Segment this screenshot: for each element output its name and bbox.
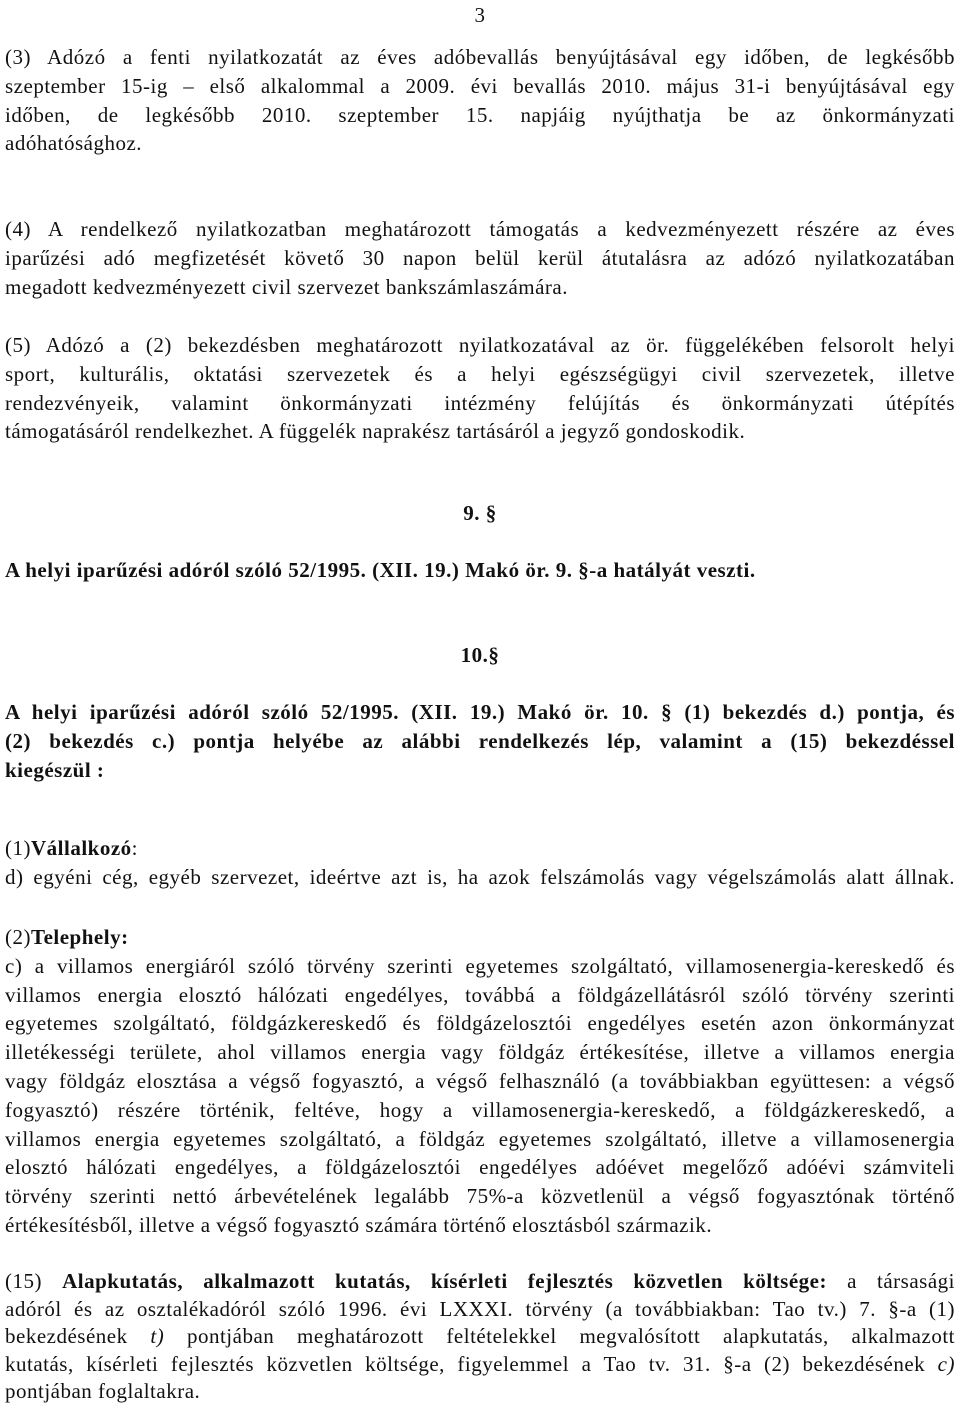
text-run: villamos energia egyetemes szolgáltató, a földgáz egyetemes szolgáltató, illetve a villamosenergia <box>5 1126 955 1151</box>
bold-text: Alapkutatás, alkalmazott kutatás, kísérleti fejlesztés közvetlen költsége: <box>62 1269 827 1293</box>
text-line <box>5 244 955 273</box>
text-run: bekezdésének <box>5 1324 151 1348</box>
section-9-heading: 9. § <box>463 501 497 525</box>
text-run: támogatásáról rendelkezhet. A függelék naprakész tartásáról a jegyző gondoskodik. <box>5 419 746 444</box>
text-run: c) a villamos energiáról szóló törvény szerinti egyetemes szolgáltató, villamosenergia-kereskedő és <box>5 953 955 978</box>
italic-text: c) <box>937 1351 955 1376</box>
text-run: időben, de legkésőbb 2010. szeptember 15. napjáig nyújthatja be az önkormányzati <box>5 102 955 127</box>
text-line <box>5 556 955 585</box>
text-run: fogyasztó) részére történik, feltéve, hogy a villamosenergia-kereskedő, a földgázkereskedő, a <box>5 1097 955 1122</box>
text-line <box>5 756 955 785</box>
text-line <box>5 1268 955 1296</box>
text-line <box>5 1323 955 1351</box>
text-run: értékesítésből, illetve a végső fogyasztó számára történő elosztásból származik. <box>5 1212 713 1237</box>
text-run: a társasági <box>826 1269 955 1293</box>
text-run: (3) Adózó a fenti nyilatkozatát az éves adóbevallás benyújtásával egy időben, de legkésőbb <box>5 45 955 69</box>
italic-text: t) <box>150 1324 165 1348</box>
text-run: egyetemes szolgáltató, földgázkereskedő és földgázelosztói engedélyes esetén azon önkormányzat <box>5 1011 955 1036</box>
text-line <box>5 834 955 863</box>
text-run: iparűzési adó megfizetését követő 30 napon belül kerül átutalásra az adózó nyilatkozatában <box>5 245 955 270</box>
text-line <box>5 1211 955 1240</box>
text-line <box>5 1125 955 1154</box>
text-line <box>5 101 955 130</box>
definition-telephely <box>5 923 955 1240</box>
paragraph-3 <box>5 43 955 158</box>
text-run: rendezvényeik, valamint önkormányzati intézmény felújítás és önkormányzati útépítés <box>5 390 955 415</box>
bold-text: Telephely: <box>31 925 129 949</box>
text-line <box>5 389 955 418</box>
text-line <box>5 1009 955 1038</box>
text-run: (5) Adózó a (2) bekezdésben meghatározott nyilatkozatával az ör. függelékében felsorolt helyi <box>5 333 955 357</box>
text-line <box>5 129 955 158</box>
bold-text: (2) bekezdés c.) pontja helyébe az alábbi rendelkezés lép, valamint a (15) bekezdéssel <box>5 728 955 753</box>
text-line <box>5 923 955 952</box>
text-line <box>5 1067 955 1096</box>
text-line <box>5 952 955 981</box>
text-run: törvény szerinti nettó árbevételének legalább 75%-a közvetlenül a végső fogyasztónak történő <box>5 1184 955 1209</box>
text-run: (4) A rendelkező nyilatkozatban meghatározott támogatás a kedvezményezett részére az éves <box>5 217 955 241</box>
text-line <box>5 360 955 389</box>
text-line <box>5 331 955 360</box>
text-line <box>5 273 955 302</box>
text-run: adóról és az osztalékadóról szóló 1996. évi LXXXI. törvény (a továbbiakban: Tao tv.) 7. §-a (1) <box>5 1296 955 1321</box>
page-number: 3 <box>474 3 486 27</box>
text-line <box>5 863 955 892</box>
text-run: kutatás, kísérleti fejlesztés közvetlen költsége, figyelemmel a Tao tv. 31. §-a (2) bekezdésének <box>5 1351 938 1376</box>
text-line <box>5 1038 955 1067</box>
text-run: pontjában meghatározott feltételekkel megvalósított alapkutatás, alkalmazott <box>164 1324 955 1348</box>
text-run: sport, kulturális, oktatási szervezetek és a helyi egészségügyi civil szervezetek, illetve <box>5 361 955 386</box>
bold-text: A helyi iparűzési adóról szóló 52/1995. (XII. 19.) Makó ör. 10. § (1) bekezdés d.) pontja, és <box>5 700 955 724</box>
text-line <box>5 1182 955 1211</box>
bold-text: Vállalkozó <box>31 836 132 860</box>
bold-text: kiegészül : <box>5 757 105 782</box>
text-run: pontjában foglaltakra. <box>5 1379 201 1403</box>
paragraph-4 <box>5 215 955 301</box>
text-run: elosztó hálózati engedélyes, a földgázelosztói engedélyes adóévet megelőző adóévi számviteli <box>5 1155 955 1180</box>
text-run: (1) <box>5 836 31 860</box>
text-run: adóhatósághoz. <box>5 131 143 156</box>
text-run: : <box>131 836 139 860</box>
text-line <box>5 1296 955 1324</box>
section-10-heading: 10.§ <box>460 643 500 667</box>
section-9-text <box>5 556 955 585</box>
text-line <box>5 698 955 727</box>
text-run: szeptember 15-ig – első alkalommal a 2009. évi bevallás 2010. május 31-i benyújtásával egy <box>5 73 955 98</box>
definition-vallalkozo <box>5 834 955 892</box>
text-line <box>5 727 955 756</box>
text-line <box>5 1153 955 1182</box>
text-run: vagy földgáz elosztása a végső fogyasztó, a végső felhasználó (a továbbiakban együttesen: a végső <box>5 1068 955 1093</box>
text-run: villamos energia elosztó hálózati engedélyes, továbbá a földgázellátásról szóló törvény szerinti <box>5 982 955 1007</box>
text-line <box>5 1351 955 1379</box>
text-run: megadott kedvezményezett civil szervezet bankszámlaszámára. <box>5 274 568 299</box>
paragraph-5 <box>5 331 955 446</box>
text-line <box>5 417 955 446</box>
text-run: d) egyéni cég, egyéb szervezet, ideértve azt is, ha azok felszámolás vagy végelszámolás alatt állnak. <box>5 864 955 889</box>
section-10-text <box>5 698 955 784</box>
text-line <box>5 1378 955 1406</box>
text-run: (2) <box>5 925 31 949</box>
text-line <box>5 981 955 1010</box>
bold-text: A helyi iparűzési adóról szóló 52/1995. (XII. 19.) Makó ör. 9. §-a hatályát veszti. <box>5 558 756 582</box>
text-line <box>5 1096 955 1125</box>
text-run: (15) <box>5 1269 63 1293</box>
text-run: illetékességi területe, ahol villamos energia vagy földgáz értékesítése, illetve a villamos energia <box>5 1040 955 1065</box>
text-line <box>5 215 955 244</box>
text-line <box>5 43 955 72</box>
paragraph-15 <box>5 1268 955 1406</box>
text-line <box>5 72 955 101</box>
